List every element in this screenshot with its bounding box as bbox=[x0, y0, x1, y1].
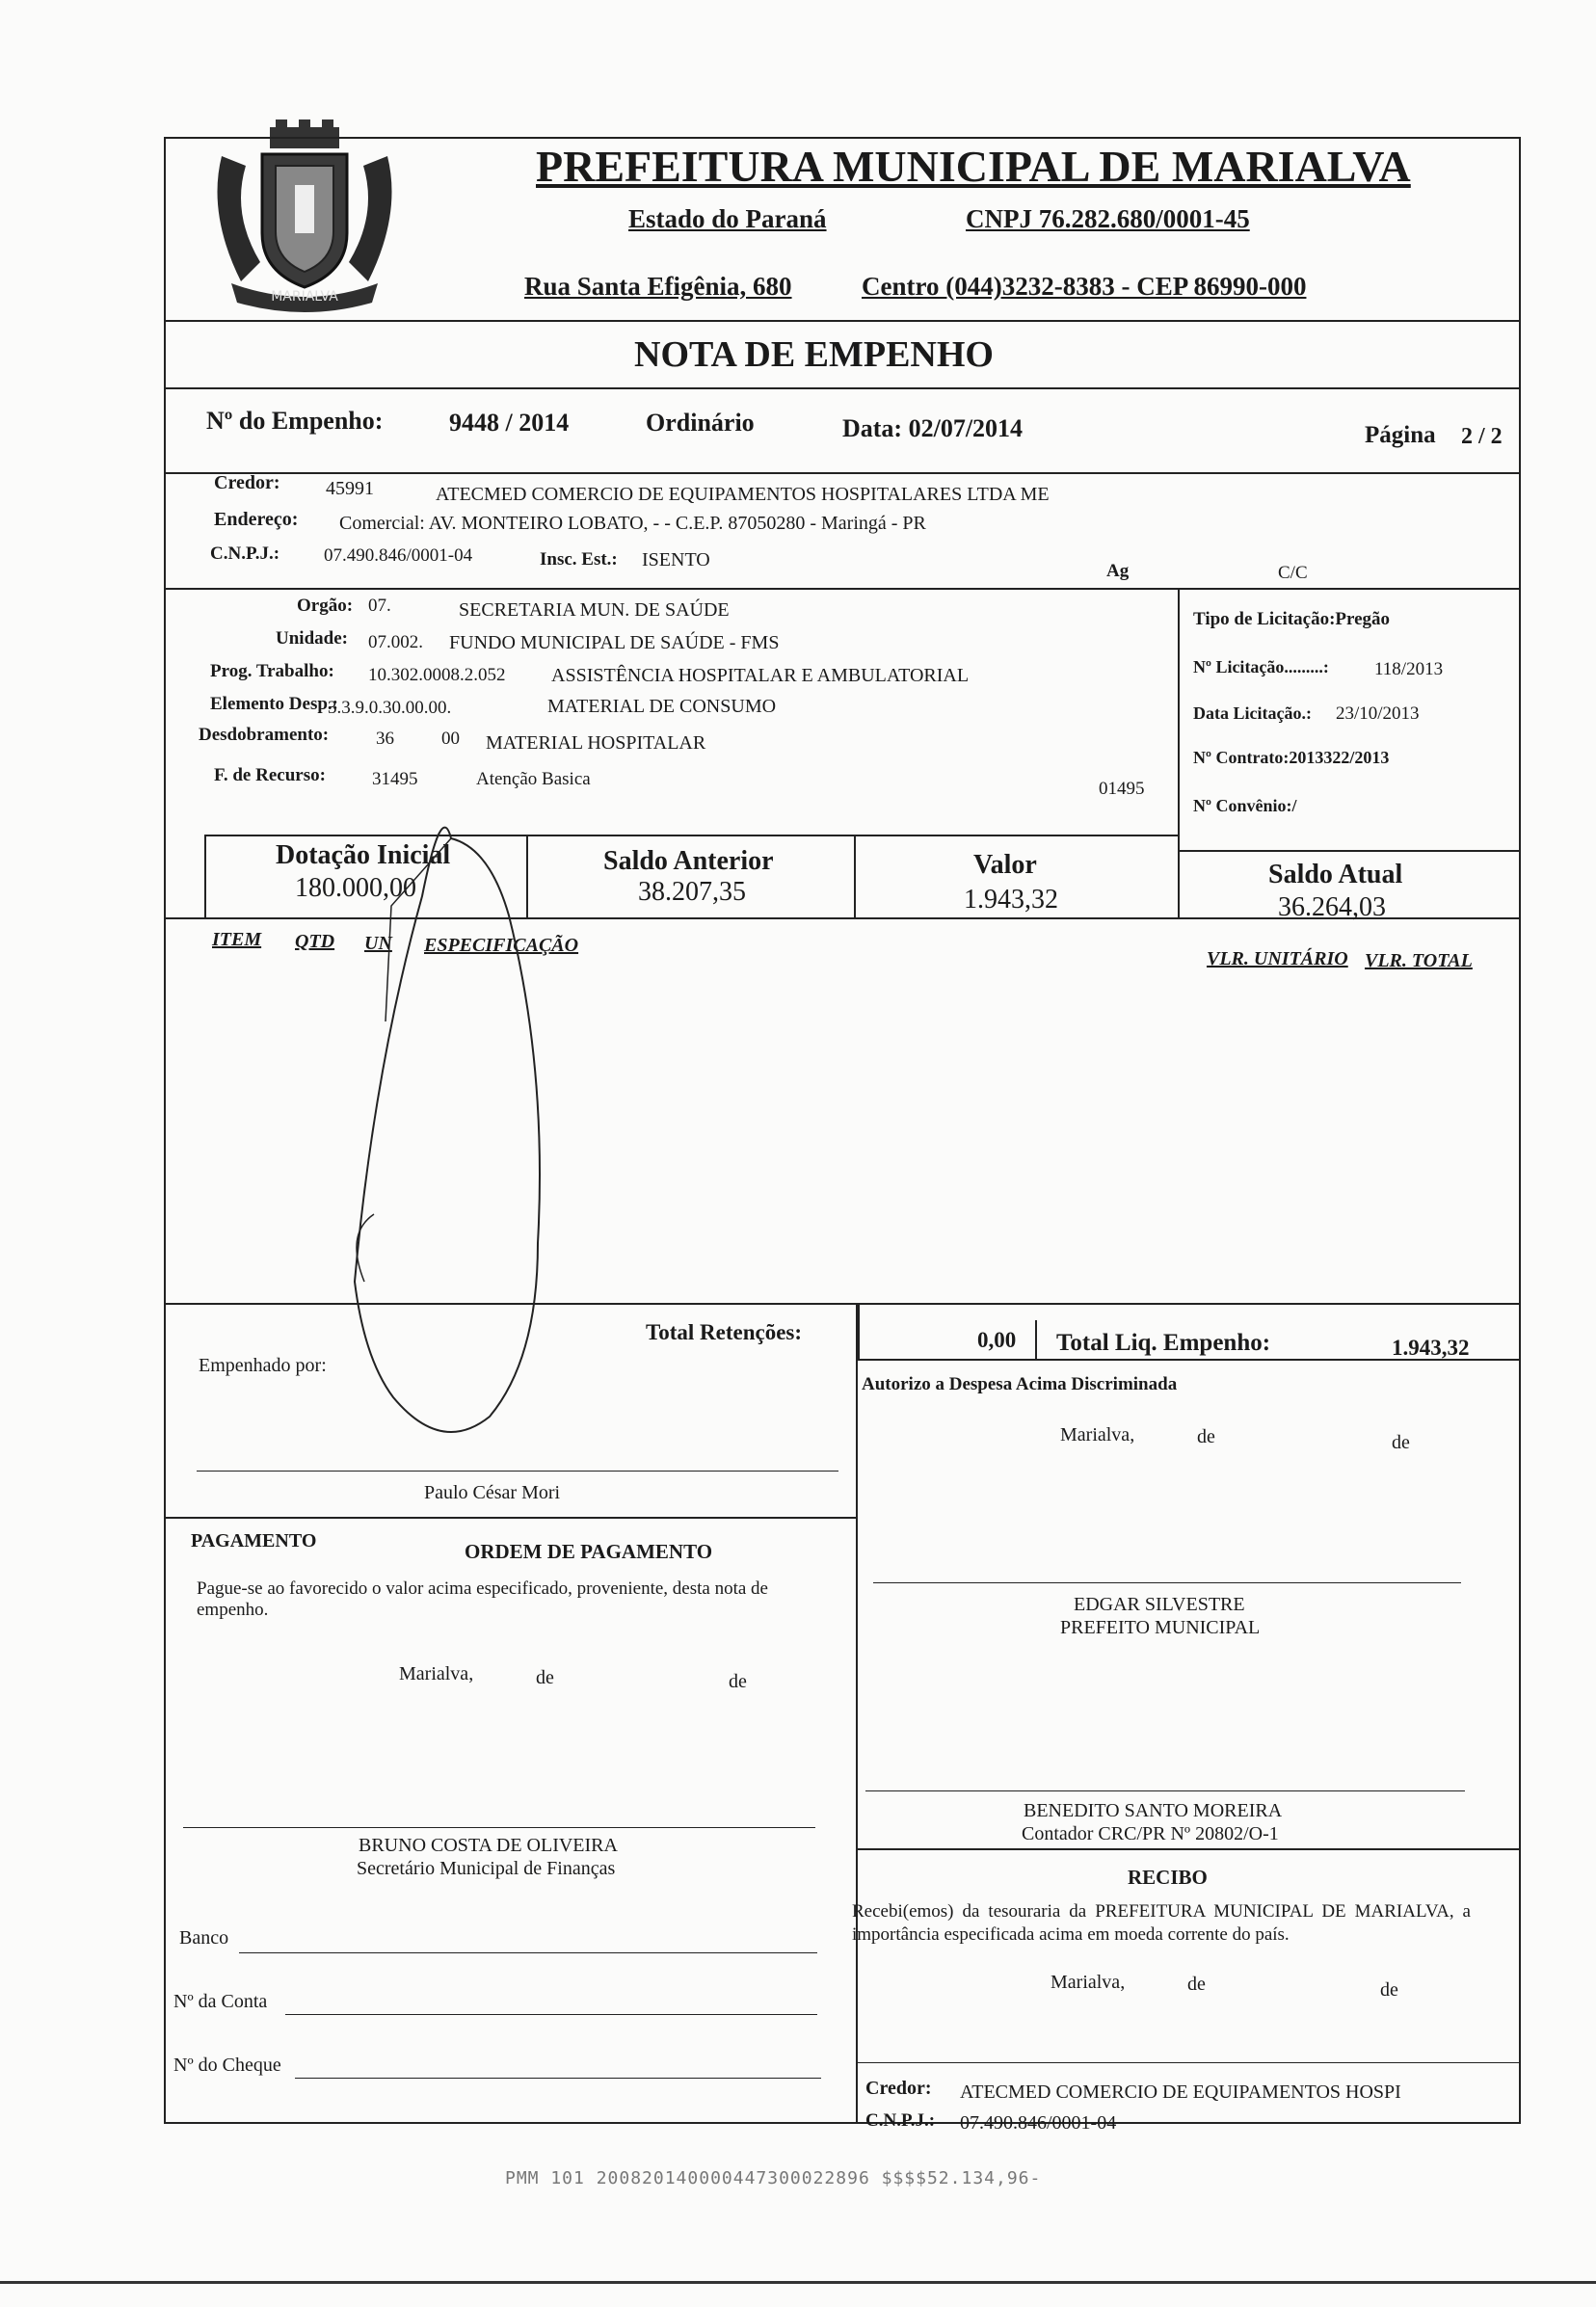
cnpj-label: C.N.P.J.: bbox=[210, 544, 280, 564]
recibo-title: RECIBO bbox=[1128, 1866, 1208, 1889]
recibo-de1: de bbox=[1187, 1974, 1206, 1995]
divider bbox=[164, 1517, 856, 1519]
desdobramento-sub: 00 bbox=[441, 729, 460, 749]
unidade-label: Unidade: bbox=[276, 628, 348, 649]
divider bbox=[526, 835, 528, 917]
contador-nome: BENEDITO SANTO MOREIRA bbox=[1024, 1800, 1283, 1821]
saldo-anterior-label: Saldo Anterior bbox=[603, 846, 774, 876]
data-licitacao: 23/10/2013 bbox=[1336, 703, 1420, 724]
orgao-name: SECRETARIA MUN. DE SAÚDE bbox=[459, 599, 730, 621]
unidade-name: FUNDO MUNICIPAL DE SAÚDE - FMS bbox=[449, 632, 780, 653]
pague-se-text: Pague-se ao favorecido o valor acima especificado, proveniente, desta nota de empenho. bbox=[197, 1578, 768, 1620]
unidade-code: 07.002. bbox=[368, 632, 423, 652]
numero-convenio: Nº Convênio:/ bbox=[1193, 796, 1297, 815]
divider bbox=[854, 835, 856, 917]
col-qtd: QTD bbox=[295, 931, 335, 952]
ag-label: Ag bbox=[1106, 561, 1130, 581]
address-header: Rua Santa Efigênia, 680 bbox=[524, 272, 792, 301]
signature-line bbox=[197, 1471, 838, 1472]
col-un: UN bbox=[364, 933, 392, 954]
recibo-credor-label: Credor: bbox=[865, 2078, 932, 2099]
elemento-code: 3.3.9.0.30.00.00. bbox=[328, 698, 452, 718]
numero-licitacao-label: Nº Licitação.........: bbox=[1193, 657, 1329, 676]
authentication-stamp: PMM 101 200820140000447300022896 $$$$52.134,96- bbox=[505, 2168, 1042, 2188]
recurso-extra: 01495 bbox=[1099, 779, 1145, 799]
crest-ribbon-text: MARIALVA bbox=[271, 289, 338, 305]
col-especificacao: ESPECIFICAÇÃO bbox=[424, 935, 579, 956]
contact-header: Centro (044)3232-8383 - CEP 86990-000 bbox=[862, 272, 1307, 301]
divider bbox=[204, 835, 206, 917]
divider bbox=[856, 2062, 1521, 2063]
divider bbox=[1178, 850, 1521, 852]
total-liquido-label: Total Liq. Empenho: bbox=[1056, 1330, 1271, 1356]
recibo-de2: de bbox=[1380, 1979, 1398, 2001]
recurso-name: Atenção Basica bbox=[476, 769, 591, 789]
valor-label: Valor bbox=[973, 850, 1037, 880]
empenhado-por-label: Empenhado por: bbox=[199, 1355, 327, 1376]
desdobramento-code: 36 bbox=[376, 729, 394, 749]
signature-line bbox=[183, 1827, 815, 1828]
page-label: Página bbox=[1365, 422, 1436, 448]
autorizo-label: Autorizo a Despesa Acima Discriminada bbox=[862, 1374, 1178, 1394]
recibo-cnpj: 07.490.846/0001-04 bbox=[960, 2112, 1117, 2134]
autorizo-local: Marialva, bbox=[1060, 1424, 1135, 1445]
autorizo-de1: de bbox=[1197, 1426, 1215, 1447]
contador-cargo: Contador CRC/PR Nº 20802/O-1 bbox=[1022, 1823, 1279, 1844]
page-bottom-edge bbox=[0, 2281, 1596, 2284]
prog-name: ASSISTÊNCIA HOSPITALAR E AMBULATORIAL bbox=[551, 665, 970, 686]
empenho-number: 9448 / 2014 bbox=[449, 409, 570, 437]
desdobramento-label: Desdobramento: bbox=[199, 725, 330, 745]
recurso-code: 31495 bbox=[372, 769, 418, 789]
valor-value: 1.943,32 bbox=[964, 885, 1058, 915]
divider bbox=[204, 835, 1178, 836]
secretario-nome: BRUNO COSTA DE OLIVEIRA bbox=[359, 1835, 618, 1856]
insc-value: ISENTO bbox=[642, 549, 710, 570]
recibo-cnpj-label: C.N.P.J.: bbox=[865, 2110, 936, 2131]
secretario-cargo: Secretário Municipal de Finanças bbox=[357, 1858, 616, 1879]
cnpj-header: CNPJ 76.282.680/0001-45 bbox=[966, 204, 1250, 233]
ordem-pagamento-title: ORDEM DE PAGAMENTO bbox=[465, 1540, 713, 1563]
empenhado-nome: Paulo César Mori bbox=[424, 1482, 561, 1503]
municipality-title: PREFEITURA MUNICIPAL DE MARIALVA bbox=[536, 142, 1411, 191]
saldo-atual-label: Saldo Atual bbox=[1268, 860, 1403, 889]
retencoes-label: Total Retenções: bbox=[646, 1320, 803, 1344]
cheque-line bbox=[295, 2078, 821, 2079]
divider bbox=[164, 588, 1521, 590]
empenho-type: Ordinário bbox=[646, 409, 755, 437]
credor-name: ATECMED COMERCIO DE EQUIPAMENTOS HOSPITALARES LTDA ME bbox=[436, 484, 1050, 505]
saldo-atual-value: 36.264,03 bbox=[1278, 892, 1386, 922]
divider bbox=[856, 1303, 858, 2124]
dotacao-value: 180.000,00 bbox=[295, 873, 416, 903]
page-number: 2 / 2 bbox=[1461, 424, 1503, 449]
recibo-local: Marialva, bbox=[1051, 1972, 1126, 1993]
divider bbox=[164, 320, 1521, 322]
cc-label: C/C bbox=[1278, 563, 1308, 583]
divider bbox=[1035, 1320, 1037, 1359]
numero-licitacao: 118/2013 bbox=[1374, 659, 1444, 679]
pagamento-de2: de bbox=[729, 1671, 747, 1692]
empenho-date: Data: 02/07/2014 bbox=[842, 414, 1024, 442]
orgao-label: Orgão: bbox=[297, 596, 354, 616]
banco-line bbox=[239, 1952, 817, 1953]
recibo-text: Recebi(emos) da tesouraria da PREFEITURA MUNICIPAL DE MARIALVA, a importância especificada acima em moeda corrente do país. bbox=[852, 1901, 1471, 1945]
conta-line bbox=[285, 2014, 817, 2015]
credor-code: 45991 bbox=[326, 478, 374, 499]
col-item: ITEM bbox=[212, 929, 262, 950]
prog-code: 10.302.0008.2.052 bbox=[368, 665, 506, 685]
cheque-label: Nº do Cheque bbox=[173, 2055, 281, 2076]
total-liquido-value: 1.943,32 bbox=[1392, 1336, 1470, 1360]
desdobramento-name: MATERIAL HOSPITALAR bbox=[486, 732, 706, 754]
saldo-anterior-value: 38.207,35 bbox=[638, 877, 746, 907]
document-title: NOTA DE EMPENHO bbox=[634, 334, 994, 375]
elemento-label: Elemento Desp.: bbox=[210, 694, 338, 714]
recibo-credor: ATECMED COMERCIO DE EQUIPAMENTOS HOSPI bbox=[960, 2082, 1401, 2103]
numero-contrato: Nº Contrato:2013322/2013 bbox=[1193, 748, 1390, 767]
divider bbox=[858, 1305, 860, 1359]
pagamento-local: Marialva, bbox=[399, 1663, 474, 1684]
conta-label: Nº da Conta bbox=[173, 1991, 268, 2012]
empenho-label: Nº do Empenho: bbox=[206, 407, 384, 435]
credor-address: Comercial: AV. MONTEIRO LOBATO, - - C.E.P. 87050280 - Maringá - PR bbox=[339, 513, 926, 534]
divider bbox=[164, 387, 1521, 389]
autorizo-de2: de bbox=[1392, 1432, 1410, 1453]
insc-label: Insc. Est.: bbox=[540, 549, 618, 570]
pagamento-de1: de bbox=[536, 1667, 554, 1688]
elemento-name: MATERIAL DE CONSUMO bbox=[547, 696, 777, 717]
divider bbox=[1178, 835, 1180, 917]
signature-line bbox=[865, 1790, 1465, 1791]
pagamento-label: PAGAMENTO bbox=[191, 1530, 317, 1551]
divider bbox=[856, 1848, 1521, 1850]
divider bbox=[164, 472, 1521, 474]
credor-cnpj: 07.490.846/0001-04 bbox=[324, 545, 473, 566]
data-licitacao-label: Data Licitação.: bbox=[1193, 703, 1312, 723]
address-label: Endereço: bbox=[214, 509, 299, 530]
tipo-licitacao: Tipo de Licitação:Pregão bbox=[1193, 609, 1391, 629]
divider bbox=[164, 1303, 1521, 1305]
recurso-label: F. de Recurso: bbox=[214, 765, 326, 785]
signature-line bbox=[873, 1582, 1461, 1583]
dotacao-label: Dotação Inicial bbox=[276, 840, 451, 870]
orgao-code: 07. bbox=[368, 596, 391, 616]
col-valor-total: VLR. TOTAL bbox=[1365, 950, 1473, 971]
prog-label: Prog. Trabalho: bbox=[210, 661, 334, 681]
retencoes-value: 0,00 bbox=[977, 1328, 1017, 1352]
col-valor-unitario: VLR. UNITÁRIO bbox=[1207, 948, 1348, 969]
prefeito-cargo: PREFEITO MUNICIPAL bbox=[1060, 1617, 1261, 1638]
state-name: Estado do Paraná bbox=[628, 204, 827, 233]
banco-label: Banco bbox=[179, 1927, 229, 1949]
credor-label: Credor: bbox=[214, 472, 280, 493]
divider bbox=[1178, 590, 1180, 848]
prefeito-nome: EDGAR SILVESTRE bbox=[1074, 1594, 1245, 1615]
